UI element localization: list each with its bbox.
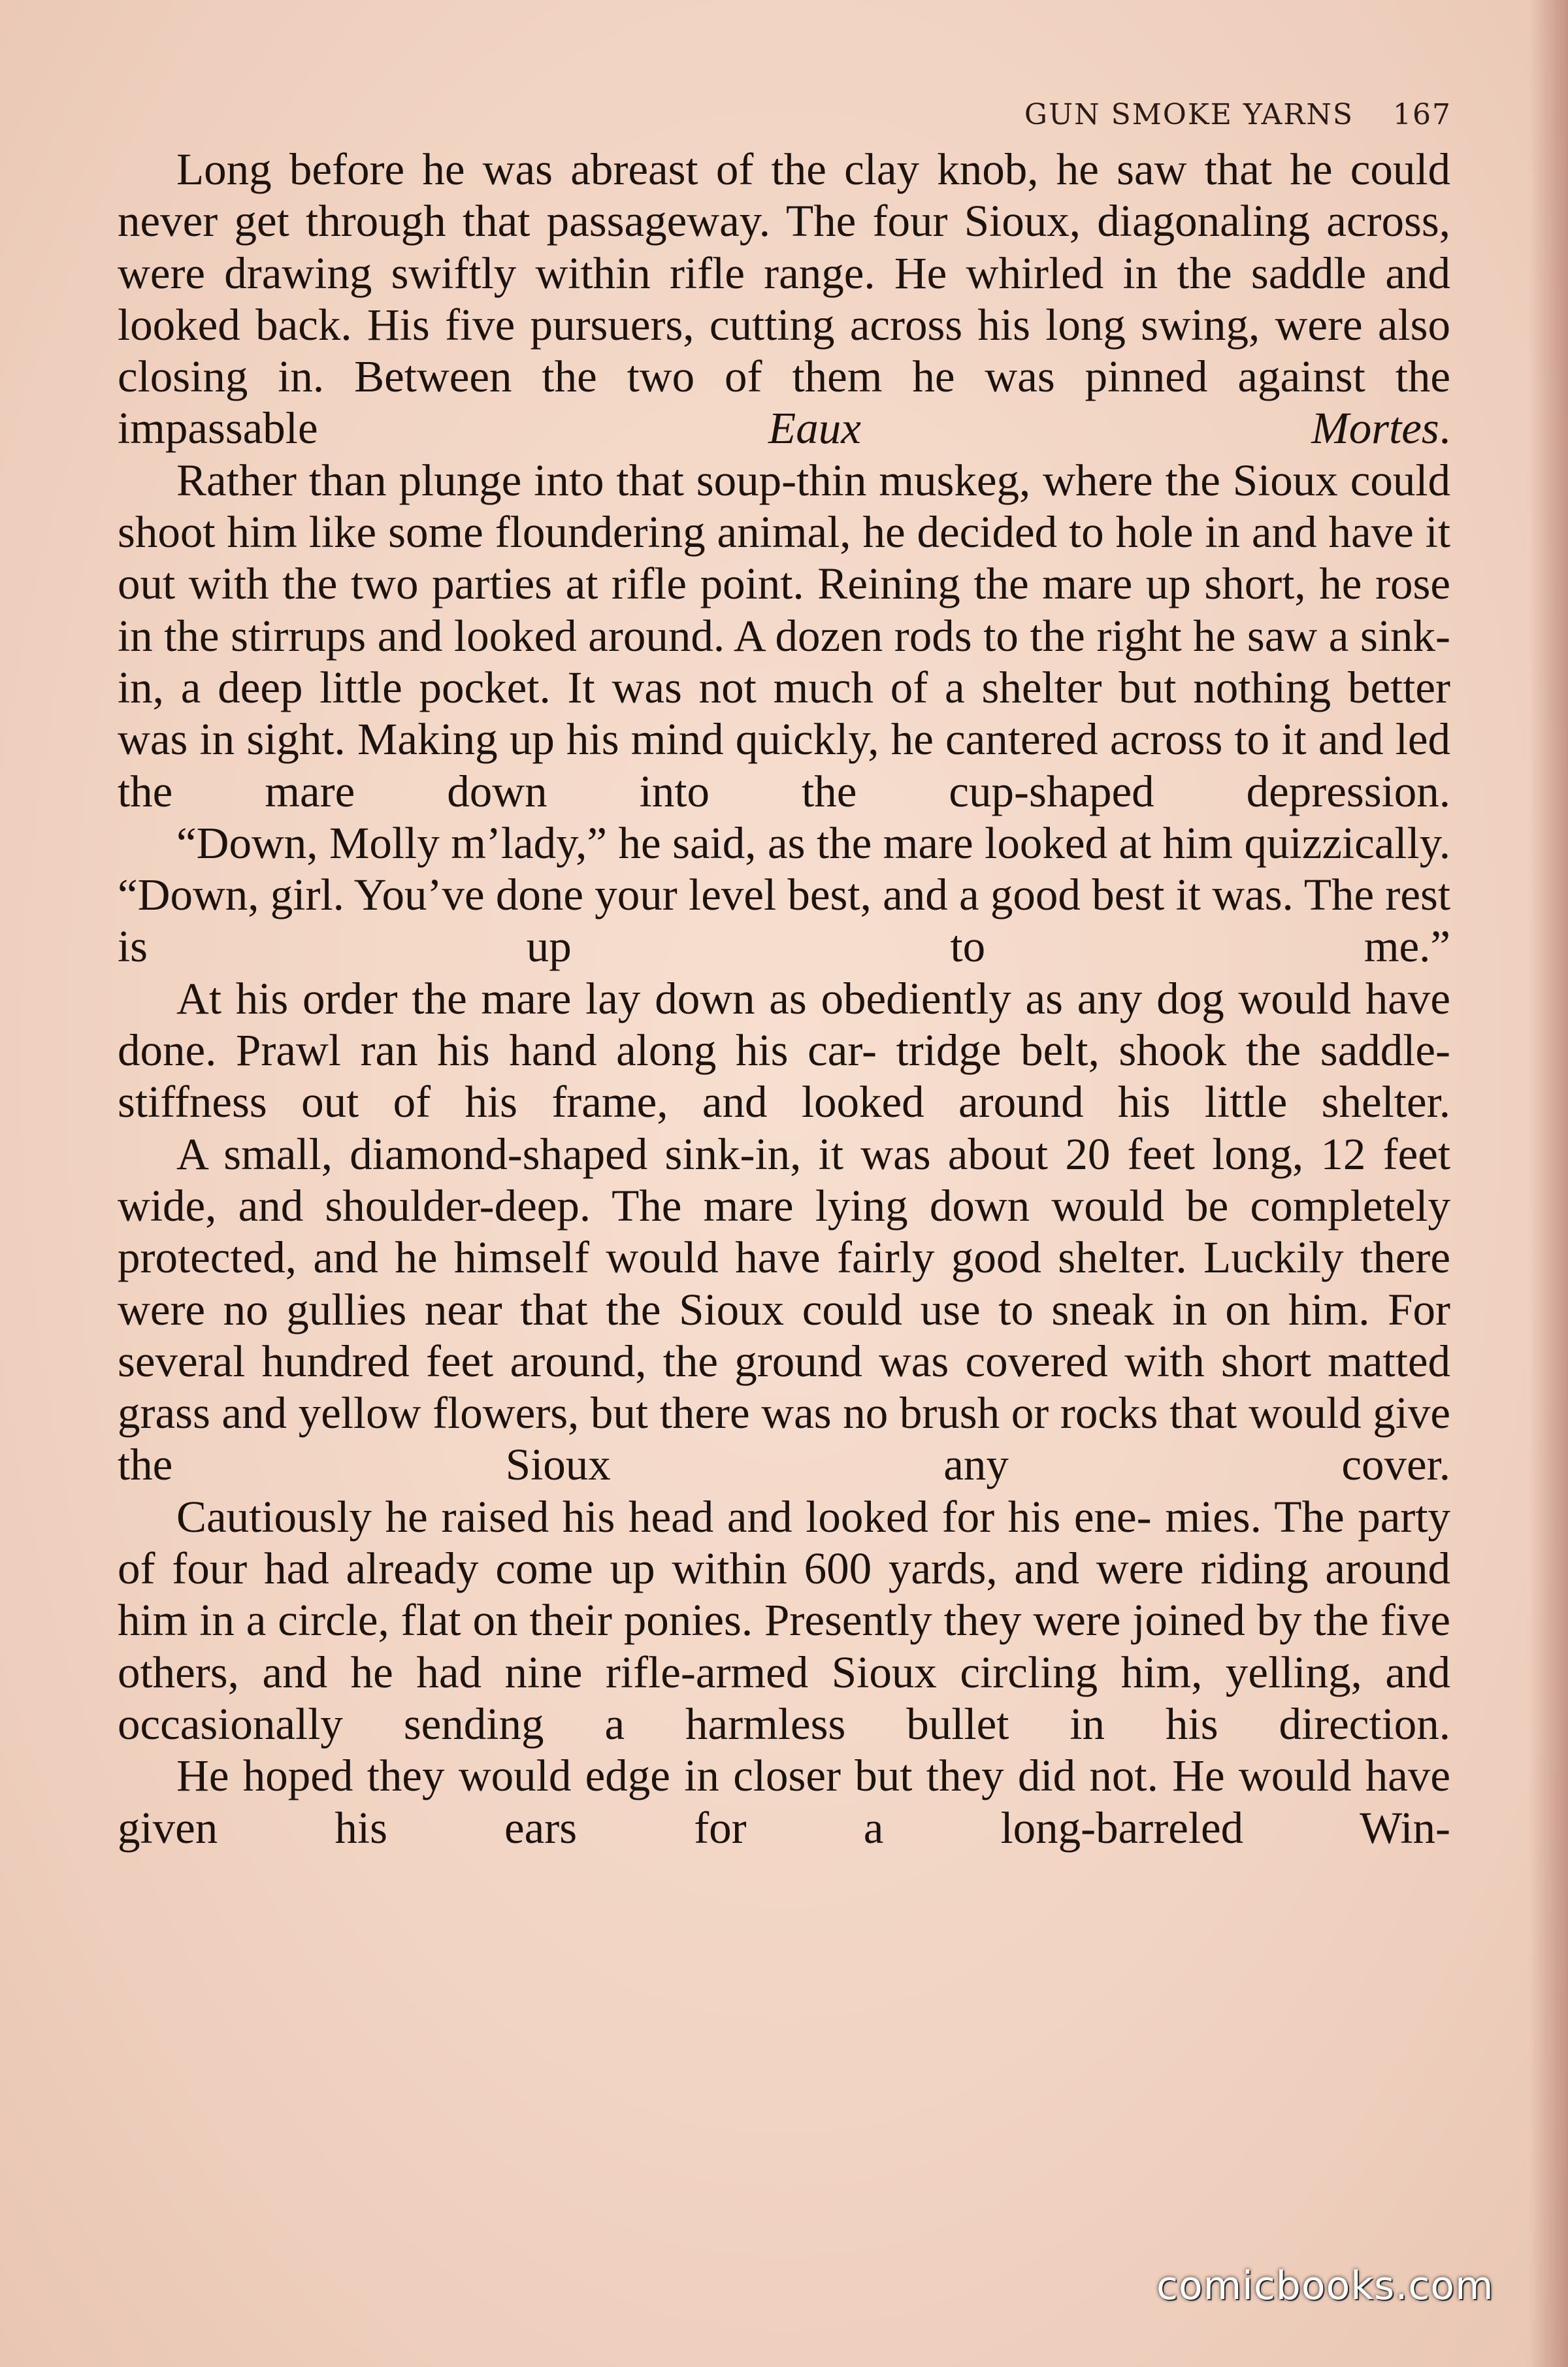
text-line: would have fairly good shelter. Luckily there were no	[118, 1233, 1450, 1334]
paragraph-7	[118, 1750, 1450, 1854]
text-line: and a good best it was. The rest is up to me.”	[118, 870, 1450, 972]
italic-place-name: Eaux Mortes	[768, 403, 1439, 454]
text-line: four Sioux, diagonaling across, were drawing swiftly	[118, 196, 1450, 298]
paragraph-4	[118, 973, 1450, 1129]
text-line: shelter but nothing better was in sight. Making up his	[118, 662, 1450, 765]
text-line: A small, diamond-shaped sink-in, it was about 20 feet	[176, 1129, 1213, 1179]
paragraph-5	[118, 1129, 1450, 1491]
text-line: were also closing in. Between the two of them he was	[118, 299, 1451, 402]
text-line: “Down, Molly m’lady,” he said, as the mare looked at	[176, 818, 1163, 868]
text-line: dog would have done. Prawl ran his hand along his car-	[118, 973, 1450, 1076]
running-head-title: GUN SMOKE YARNS	[1024, 98, 1354, 131]
text-line: gullies near that the Sioux could use to sneak in on him.	[286, 1284, 1388, 1334]
text-line: For several hundred feet around, the ground was covered	[118, 1284, 1450, 1386]
text-line: saw a sink-in, a deep little pocket. It was not much of a	[118, 610, 1451, 712]
text-line: the Sioux could shoot him like some floundering animal,	[118, 455, 1450, 557]
text-line-end: .	[1439, 403, 1450, 454]
text-line: mind quickly, he cantered across to it and led the mare	[118, 714, 1451, 816]
text-line: that he could never get through that passageway. The	[118, 144, 1450, 246]
text-line: stirrups and looked around. A dozen rods to the right he	[231, 610, 1247, 661]
text-line: pinned against the impassable	[118, 352, 1450, 454]
text-line: him quizzically. “Down, girl. You’ve done your level best,	[118, 818, 1450, 920]
text-line: long, 12 feet wide, and shoulder-deep. The mare lying	[118, 1129, 1450, 1231]
text-line: down into the cup-shaped depression.	[447, 766, 1450, 816]
text-line: down would be completely protected, and he himself	[118, 1180, 1451, 1283]
text-line: he decided to hole in and have it out with the two parties	[118, 507, 1450, 609]
page-edge-shadow	[1529, 0, 1568, 2367]
text-line: at rifle point. Reining the mare up short, he rose in the	[118, 559, 1450, 661]
site-watermark: comicbooks.com	[1156, 2263, 1494, 2309]
running-head	[0, 98, 1452, 131]
text-line: Long before he was abreast of the clay knob, he saw	[176, 144, 1205, 194]
paragraph-6	[118, 1491, 1450, 1750]
text-line: back. His five pursuers, cutting across his long swing,	[255, 299, 1275, 350]
text-line: tridge belt, shook the saddle-stiffness out of his frame, and	[118, 1025, 1451, 1127]
text-line: mies. The party of four had already come up within 600	[118, 1491, 1451, 1594]
page-number: 167	[1393, 98, 1452, 131]
text-line: He hoped they would edge in closer but they did not.	[176, 1751, 1173, 1801]
paragraph-2	[118, 455, 1450, 818]
text-line: within rifle range. He whirled in the saddle and looked	[118, 248, 1450, 350]
text-line: occasionally sending a harmless bullet in his direction.	[118, 1698, 1450, 1749]
text-line: Rather than plunge into that soup-thin muskeg, where	[176, 455, 1166, 505]
text-line: he had nine rifle-armed Sioux circling him, yelling, and	[350, 1647, 1450, 1697]
paragraph-3	[118, 818, 1450, 973]
paragraph-1	[118, 144, 1450, 455]
text-line: ponies. Presently they were joined by the five others, and	[118, 1595, 1450, 1697]
text-line: yards, and were riding around him in a circle, flat on their	[118, 1544, 1450, 1646]
text-line: At his order the mare lay down as obediently as any	[176, 973, 1157, 1023]
text-line: He would have given his ears for a long-barreled Win-	[118, 1751, 1450, 1853]
text-line: no brush or rocks that would give the Sioux any cover.	[118, 1388, 1450, 1490]
text-line: looked around his little shelter.	[801, 1077, 1451, 1127]
text-line: with short matted grass and yellow flowers, but there was	[118, 1336, 1451, 1438]
body-text	[118, 144, 1450, 1854]
text-line: Cautiously he raised his head and looked for his ene-	[176, 1491, 1152, 1542]
